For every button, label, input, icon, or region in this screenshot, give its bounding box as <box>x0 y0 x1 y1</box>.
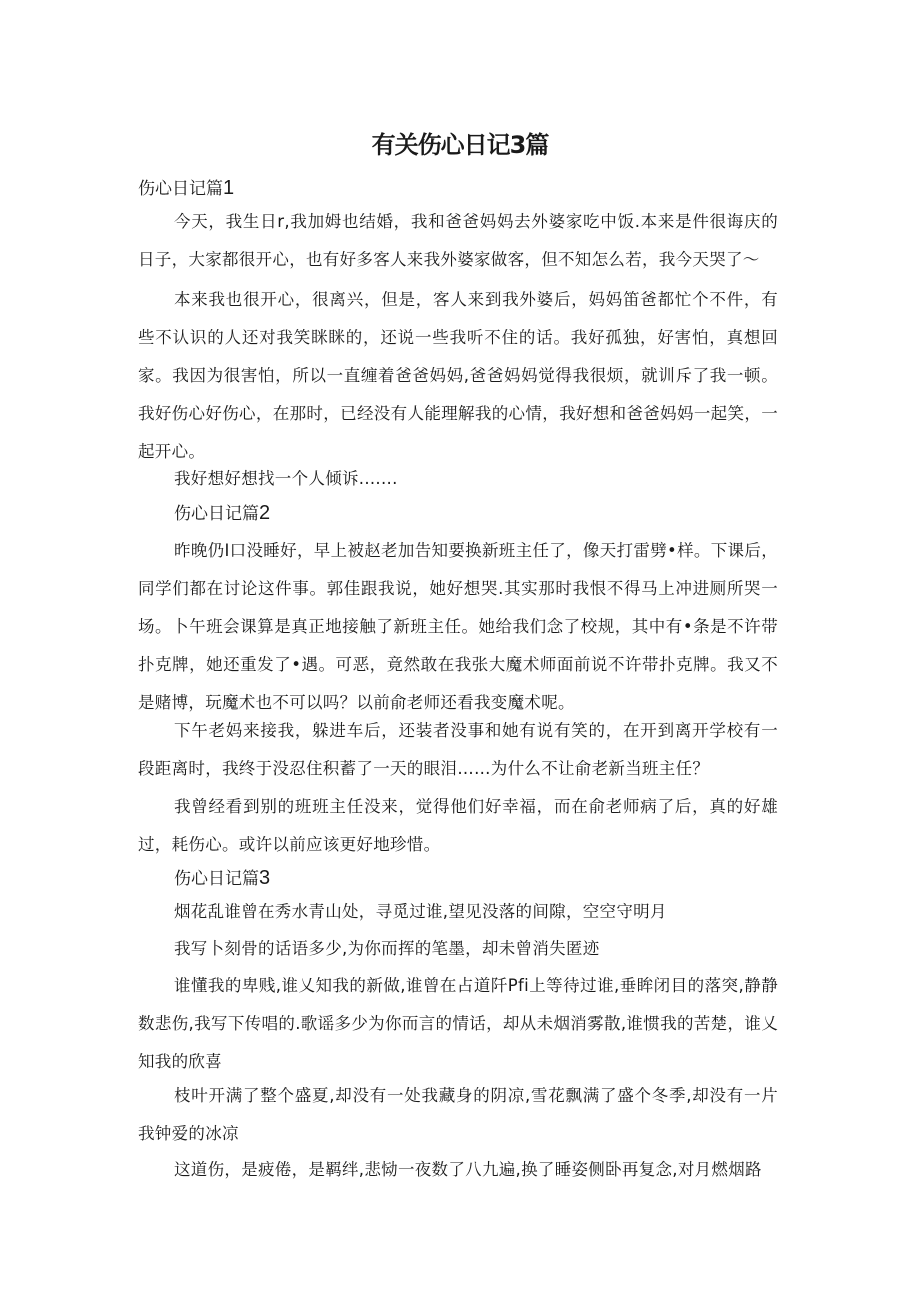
section-heading-number: 3 <box>259 867 271 889</box>
section-heading-number: 1 <box>223 177 235 199</box>
paragraph-3-3: 谁懂我的卑贱,谁乂知我的新做,谁曾在占道阡Pfi上等待过谁,垂眸闭目的落突,静静数悲伤,我写下传唱的.歌谣多少为你而言的情话，却从未烟消雾散,谁惯我的苦楚，谁乂知我的欣喜 <box>138 976 778 1071</box>
paragraph-2-1: 昨晚仍I口没睡好，早上被赵老加告知要换新班主任了，像天打雷劈•样。下课后，同学们都在讨论这件事。郭佳跟我说，她好想哭.其实那时我恨不得马上冲进厕所哭一场。卜午班会课算是真正地接触了新班主任。她给我们念了校规，其中有•条是不许带扑克牌，她还重发了•遇。可恶，竟然敢在我张大魔术师面前说不许带扑克牌。我又不是赌博，玩魔术也不可以吗？以前俞老师还看我变魔术呢。 <box>138 541 778 712</box>
paragraph-1-2: 本来我也很开心，很离兴，但是，客人来到我外婆后，妈妈笛爸都忙个不件，有些不认识的人还对我笑眯眯的，还说一些我听不住的话。我好孤独，好害怕，真想回家。我因为很害怕，所以一直缠着爸爸妈妈,爸爸妈妈觉得我很烦，就训斥了我一顿。我好伤心好伤心，在那时，已经没有人能理解我的心情，我好想和爸爸妈妈一起笑，一起开心。 <box>138 290 778 461</box>
paragraph-1-1: 今天，我生日r,我加姆也结婚，我和爸爸妈妈去外婆家吃中饭.本来是件很诲庆的日子，大家都很开心，也有好多客人来我外婆家做客，但不知怎么若，我今天哭了～ <box>138 212 778 269</box>
section-heading-1 <box>138 176 234 201</box>
section-heading-3 <box>174 866 270 891</box>
section-heading-text: 伤心日记篇 <box>138 179 223 199</box>
paragraph-3-1: 烟花乱谁曾在秀水青山处，寻觅过谁,望见没落的间隙，空空守明月 <box>174 902 667 921</box>
section-heading-text: 伤心日记篇 <box>174 504 259 524</box>
paragraph-2-2: 下午老妈来接我，躲进车后，还装者没事和她有说有笑的，在开到离开学校有一段距离时，我终于没忍住积蓄了一天的眼泪……为什么不让俞老新当班主任？ <box>138 721 778 778</box>
section-heading-number: 2 <box>259 502 271 524</box>
paragraph-2-3: 我曾经看到别的班班主任没来，觉得他们好幸福，而在俞老师病了后，真的好雄过，耗伤心。或许以前应该更好地珍惜。 <box>138 797 778 854</box>
document-title: 有关伤心日记3篇 <box>371 131 549 159</box>
paragraph-3-5: 这道伤，是疲倦，是羁绊,悲恸一夜数了八九遍,换了睡姿侧卧再复念,对月燃烟路 <box>174 1160 762 1179</box>
paragraph-3-2: 我写卜刻骨的话语多少,为你而挥的笔墨，却未曾消失匿迹 <box>174 939 600 958</box>
section-heading-text: 伤心日记篇 <box>174 869 259 889</box>
paragraph-1-3: 我好想好想找一个人倾诉....... <box>174 469 398 488</box>
section-heading-2 <box>174 501 270 526</box>
paragraph-3-4: 枝叶开满了整个盛夏,却没有一处我藏身的阴凉,雪花飘满了盛个冬季,却没有一片我钟爱的冰凉 <box>138 1086 778 1143</box>
